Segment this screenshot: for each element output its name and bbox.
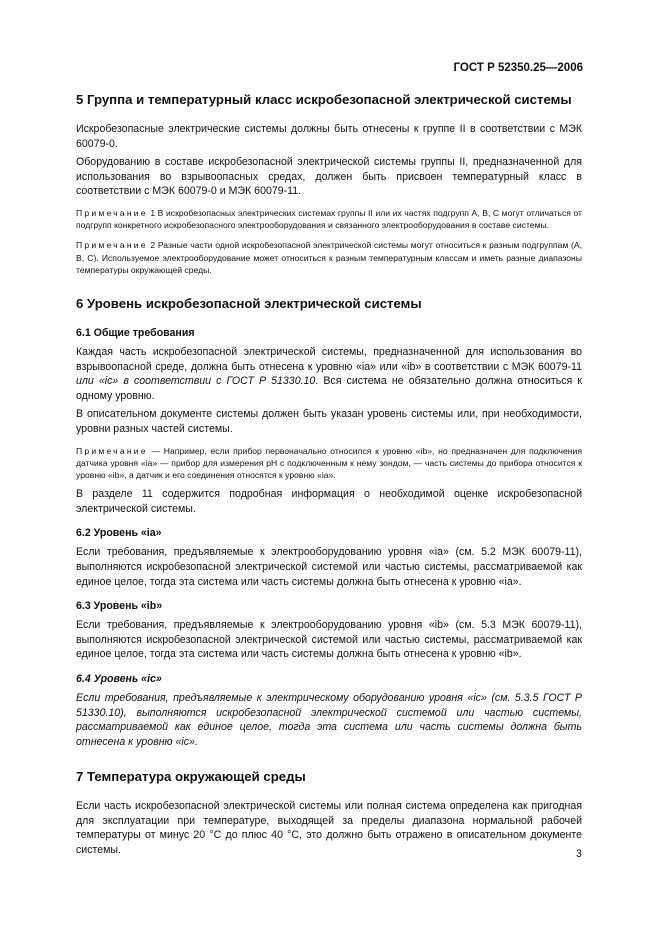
note-label: Примечание	[76, 207, 148, 218]
section-6-1-note	[76, 445, 582, 482]
section-7-paragraph: Если часть искробезопасной электрической системы или полная система определена как пригодная для эксплуатации при температуре, выходящей за пределы диапазона нормальной рабочей температуры от минус 20 °С до плюс 40 °С, это должно быть отражено в описательном документе системы.	[76, 800, 582, 857]
section-6-1-paragraph-2: В описательном документе системы должен быть указан уровень системы или, при необходимости, уровни разных частей системы.	[76, 408, 582, 435]
section-6-title: 6 Уровень искробезопасной электрической системы	[76, 295, 422, 311]
text-run-italic: или «ic» в соответствии с ГОСТ Р 51330.10	[76, 375, 316, 388]
note-label: Примечание	[76, 240, 148, 251]
section-5-title: 5 Группа и температурный класс искробезопасной электрической системы	[76, 92, 572, 107]
section-6-4-paragraph: Если требования, предъявляемые к электрическому оборудованию уровня «ic» (см. 5.3.5 ГОСТ Р 51330.10), выполняются искробезопасной электрической системой или частью системы, рассматриваемой как единое целое, тогда эта система или часть системы должна быть отнесена к уровню «ic».	[76, 691, 582, 748]
section-5-note-2	[76, 239, 582, 276]
section-5-paragraph-1: Искробезопасные электрические системы должны быть отнесены к группе II в соответствии с МЭК 60079-0.	[76, 123, 582, 150]
document-header: ГОСТ Р 52350.25—2006	[453, 62, 583, 74]
section-5-paragraph-2: Оборудованию в составе искробезопасной электрической системы группы II, предназначенной для использования во взрывоопасных средах, должен быть присвоен температурный класс в соответствии с МЭК 60079-0 и МЭК 60079-11.	[76, 156, 582, 198]
note-text: 2 Разные части одной искробезопасной электрической системы могут относиться к разным подгруппам (А, В, С). Используемое электрооборудование может относиться к разным температурным классам и иметь разные диапазоны температуры окружающей среды.	[76, 240, 582, 275]
section-6-3-paragraph: Если требования, предъявляемые к электрооборудованию уровня «ib» (см. 5.3 МЭК 60079-11), выполняются искробезопасной электрической системой или частью системы, рассматриваемой как единое целое, тогда эта система или часть системы должна быть отнесена к уровню «ib».	[76, 619, 582, 661]
subsection-6-3-title: 6.3 Уровень «ib»	[76, 600, 163, 613]
section-6-2-paragraph: Если требования, предъявляемые к электрооборудованию уровня «ia» (см. 5.2 МЭК 60079-11), выполняются искробезопасной электрической системой или частью системы, рассматриваемой как единое целое, тогда эта система или часть системы должна быть отнесена к уровню «ia».	[76, 546, 582, 588]
document-body	[76, 92, 582, 862]
subsection-6-4-title: 6.4 Уровень «ic»	[76, 672, 162, 685]
note-label: Примечание	[76, 445, 148, 456]
subsection-6-1-title: 6.1 Общие требования	[76, 326, 195, 339]
section-7-title: 7 Температура окружающей среды	[76, 769, 306, 785]
section-6-1-paragraph-1	[76, 345, 582, 403]
note-text: 1 В искробезопасных электрических системах группы II или их частях подгрупп А, В, С могут отличаться от подгрупп конкретного искробезопасного электрооборудования и связанного электрооборудования в составе системы.	[76, 207, 582, 231]
subsection-6-2-title: 6.2 Уровень «ia»	[76, 527, 162, 540]
text-run: Каждая часть искробезопасной электрической системы, предназначенной для использования во взрывоопасной среде, должна быть отнесена к уровню «ia» или «ib» в соответствии с МЭК 60079-11	[76, 345, 582, 373]
section-5-note-1	[76, 207, 582, 231]
text-run: . Вся система не обязательно должна относиться к одному уровню.	[76, 375, 582, 402]
note-text: — Например, если прибор первоначально относился к уровню «ib», но предназначен для подключения датчика уровня «ia» — прибор для измерения pH с подключенным к нему зондом, — часть системы до прибора относится к уровню «ib», а датчик и его соединения относятся к уровню «ia».	[76, 445, 582, 480]
section-6-1-paragraph-3: В разделе 11 содержится подробная информация о необходимой оценке искробезопасной электрической системы.	[76, 488, 582, 515]
page-number: 3	[576, 848, 582, 860]
